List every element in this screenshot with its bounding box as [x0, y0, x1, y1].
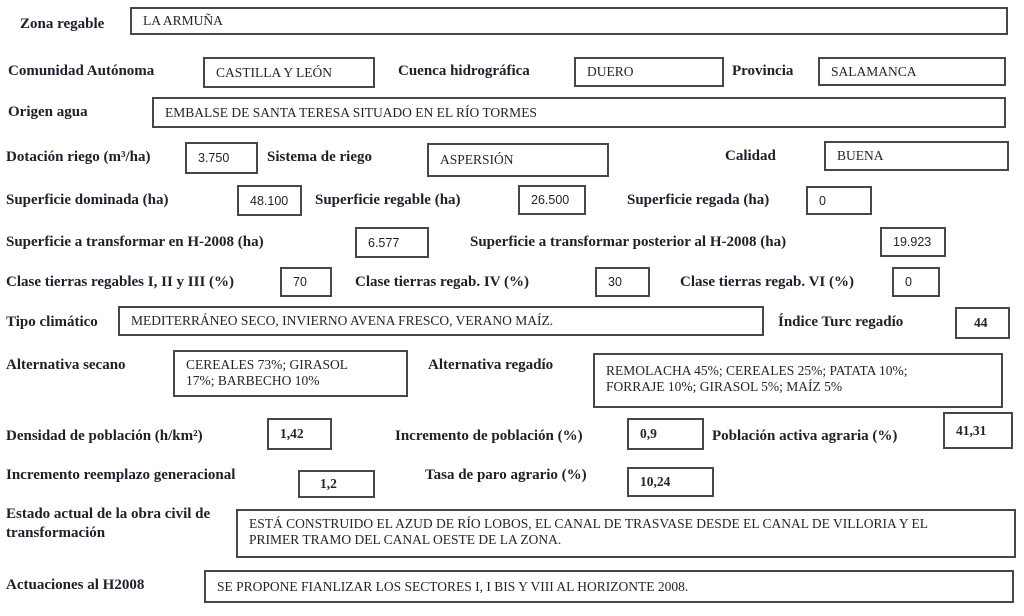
superficie-regable-value-box	[518, 185, 586, 215]
actuaciones-h2008-value-box	[204, 570, 1014, 603]
indice-turc-value: 44	[974, 315, 988, 330]
zona-regable-label: Zona regable	[20, 16, 105, 32]
densidad-poblacion-value-box	[267, 418, 332, 450]
clase-tierras-iv-value: 30	[608, 275, 622, 289]
tasa-paro-agrario-label: Tasa de paro agrario (%)	[425, 467, 587, 483]
zona-regable-value-box	[130, 7, 1008, 35]
sistema-riego-value-box	[427, 143, 609, 177]
incremento-poblacion-label: Incremento de población (%)	[395, 428, 583, 444]
superficie-transformar-h2008-value-box	[355, 227, 429, 258]
cuenca-hidrografica-label: Cuenca hidrográfica	[398, 63, 530, 79]
indice-turc-value-box	[955, 307, 1010, 339]
tipo-climatico-value-box	[118, 306, 764, 336]
superficie-regada-value: 0	[819, 193, 826, 208]
provincia-label: Provincia	[732, 63, 794, 79]
zona-regable-value: LA ARMUÑA	[143, 13, 223, 28]
superficie-transformar-posterior-label: Superficie a transformar posterior al H-2008 (ha)	[470, 234, 787, 250]
clase-tierras-vi-value-box	[892, 267, 940, 297]
superficie-transformar-h2008-label: Superficie a transformar en H-2008 (ha)	[6, 234, 264, 250]
incremento-poblacion-value-box	[627, 418, 704, 450]
superficie-transformar-posterior-value: 19.923	[893, 235, 932, 249]
origen-agua-value: EMBALSE DE SANTA TERESA SITUADO EN EL RÍO TORMES	[165, 104, 537, 120]
densidad-poblacion-value: 1,42	[280, 426, 304, 441]
cuenca-hidrografica-value: DUERO	[587, 64, 634, 79]
estado-obra-civil-value-box	[236, 509, 1016, 558]
incremento-reemplazo-label: Incremento reemplazo generacional	[6, 467, 236, 483]
dotacion-riego-value: 3.750	[198, 151, 230, 165]
dotacion-riego-value-box	[185, 142, 258, 174]
provincia-value-box	[818, 57, 1006, 86]
clase-tierras-iv-label: Clase tierras regab. IV (%)	[355, 274, 529, 290]
incremento-reemplazo-value-box	[298, 470, 375, 498]
incremento-reemplazo-value: 1,2	[320, 476, 337, 491]
estado-obra-civil-label: Estado actual de la obra civil de transformación	[6, 506, 211, 541]
poblacion-activa-agraria-value: 41,31	[956, 422, 987, 438]
comunidad-autonoma-value-box	[203, 57, 375, 88]
alternativa-regadio-value: REMOLACHA 45%; CEREALES 25%; PATATA 10%; FORRAJE 10%; GIRASOL 5%; MAÍZ 5%	[606, 363, 908, 394]
poblacion-activa-agraria-value-box	[943, 412, 1013, 449]
tasa-paro-agrario-value: 10,24	[640, 474, 671, 489]
calidad-value-box	[824, 141, 1009, 171]
actuaciones-h2008-label: Actuaciones al H2008	[6, 577, 145, 593]
provincia-value: SALAMANCA	[831, 63, 917, 79]
alternativa-secano-label: Alternativa secano	[6, 357, 126, 373]
superficie-dominada-value-box	[237, 185, 302, 216]
clase-tierras-i-ii-iii-value-box	[280, 267, 332, 297]
comunidad-autonoma-value: CASTILLA Y LEÓN	[216, 64, 332, 80]
comunidad-autonoma-label: Comunidad Autónoma	[8, 63, 155, 79]
tipo-climatico-label: Tipo climático	[6, 314, 98, 330]
actuaciones-h2008-value: SE PROPONE FIANLIZAR LOS SECTORES I, I BIS Y VIII AL HORIZONTE 2008.	[217, 578, 689, 594]
alternativa-regadio-label: Alternativa regadío	[428, 357, 554, 373]
densidad-poblacion-label: Densidad de población (h/km²)	[6, 428, 203, 444]
clase-tierras-i-ii-iii-label: Clase tierras regables I, II y III (%)	[6, 274, 235, 290]
clase-tierras-i-ii-iii-value: 70	[293, 275, 307, 289]
superficie-transformar-h2008-value: 6.577	[368, 235, 400, 250]
origen-agua-label: Origen agua	[8, 104, 88, 120]
poblacion-activa-agraria-label: Población activa agraria (%)	[712, 428, 898, 444]
superficie-regada-label: Superficie regada (ha)	[627, 192, 770, 208]
clase-tierras-vi-label: Clase tierras regab. VI (%)	[680, 274, 854, 290]
sistema-riego-label: Sistema de riego	[267, 149, 372, 165]
tipo-climatico-value: MEDITERRÁNEO SECO, INVIERNO AVENA FRESCO, VERANO MAÍZ.	[131, 313, 554, 328]
superficie-regable-value: 26.500	[531, 193, 570, 207]
cuenca-hidrografica-value-box	[574, 57, 724, 87]
alternativa-secano-value-box	[173, 350, 408, 397]
sistema-riego-value: ASPERSIÓN	[440, 152, 514, 167]
tasa-paro-agrario-value-box	[627, 467, 714, 497]
superficie-dominada-value: 48.100	[250, 193, 289, 208]
origen-agua-value-box	[152, 97, 1006, 128]
superficie-transformar-posterior-value-box	[880, 227, 946, 257]
alternativa-regadio-value-box	[593, 353, 1003, 408]
indice-turc-label: Índice Turc regadío	[778, 314, 904, 330]
clase-tierras-vi-value: 0	[905, 275, 912, 289]
superficie-regada-value-box	[806, 186, 872, 215]
dotacion-riego-label: Dotación riego (m³/ha)	[6, 149, 151, 165]
calidad-label: Calidad	[725, 148, 776, 164]
superficie-dominada-label: Superficie dominada (ha)	[6, 192, 169, 208]
superficie-regable-label: Superficie regable (ha)	[315, 192, 461, 208]
alternativa-secano-value: CEREALES 73%; GIRASOL 17%; BARBECHO 10%	[186, 357, 348, 388]
calidad-value: BUENA	[837, 148, 884, 163]
incremento-poblacion-value: 0,9	[640, 426, 657, 441]
estado-obra-civil-value: ESTÁ CONSTRUIDO EL AZUD DE RÍO LOBOS, EL CANAL DE TRASVASE DESDE EL CANAL DE VILLORIA Y EL PRIMER TRAMO DEL CANAL OESTE DE LA ZONA.	[249, 516, 928, 547]
clase-tierras-iv-value-box	[595, 267, 650, 297]
